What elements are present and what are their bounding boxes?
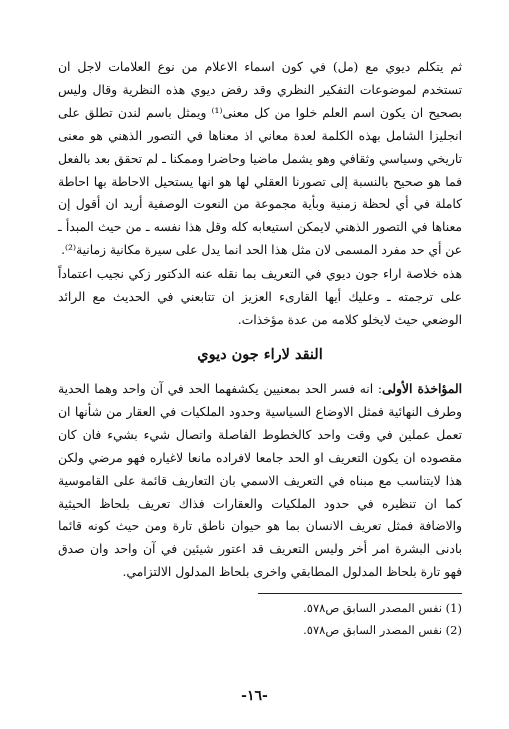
footnote-1: (1) نفس المصدر السابق ص٥٧٨. (303, 601, 462, 615)
page-number: -١٦- (241, 688, 268, 704)
body-paragraph-1: ثم يتكلم ديوي مع (مل) في كون اسماء الاعلام من نوع العلامات لاجل ان تستخدم لموضوعات التفكير النظري وقد رفض ديوي هذه النظرية وقال وليس بصحيح ان يكون اسم العلم خلوا من كل معنى⁽¹⁾ ويمثل باسم لندن تطلق على انجليزا الشامل بهذه الكلمة لعدة معاني اذ معناها في التصور الذهني هو معنى تاريخي وسياسي وثقافي وهو يشمل ماضيا وحاضرا وممكنا ـ لم تحقق بعد بالفعل فما هو صحيح بالنسبة إلى تصورنا العقلي لها هو انها يستحيل الاحاطة بها احاطة كاملة في أي لحظة زمنية وبأية مجموعة من النعوت الوصفية أريد ان أقول إن معناها في التصور الذهني لايمكن استيعابه كله وقل هذا نفسه ـ من حيث المبدأ ـ عن أي حد مفرد المسمى لان مثل هذا الحد انما يدل على سيرة مكانية زمانية⁽²⁾. (58, 60, 463, 258)
section-heading: النقد لاراء جون ديوي (197, 346, 323, 363)
body-paragraph-3 (58, 378, 462, 584)
paragraph-lead: المؤاخذة الأولى (382, 381, 462, 396)
body-paragraph-2: هذه خلاصة اراء جون ديوي في التعريف بما نقله عنه الدكتور زكي نجيب اعتماداً على ترجمته ـ وعليك أيها القارىء العزيز ان تتابعني في الحديث مع الرائد الوضعي حيث لايخلو كلامه من عدة مؤخذات. (58, 267, 462, 327)
footnote-2: (2) نفس المصدر السابق ص٥٧٨. (303, 623, 462, 637)
footnote-divider (258, 593, 462, 594)
paragraph-3-text: : انه فسر الحد بمعنيين يكشفهما الحد في آن واحد وهما الحدية وطرف النهائية فمثل الاوضاع السياسية وحدود الملكيات في العقار من شأنها ان تعمل عملين في وقت واحد كالخطوط الفاصلة واتصال شيء بشيء فان كان مقصوده ان يكون التعريف او الحد جامعا لافراده مانعا لاغياره فهو مرضي ولكن هذا لايتناسب مع مبناه في التعريف الاسمي بان التعاريف قائمة على القاموسية كما ان تنظيره في حدود الملكيات والعقارات فذاك تعريف بلحاظ الحيثية والاضافة فمثل تعريف الانسان بما هو حيوان ناطق تارة ومن حيث كونه قائما بادنى البشرة امر أخر وليس التعريف قد اعتور شيئين في آن واحد وان صدق فهو تارة بلحاظ المدلول المطابقي واخرى بلحاظ المدلول الالتزامي. (58, 382, 462, 580)
footnotes (58, 597, 462, 641)
